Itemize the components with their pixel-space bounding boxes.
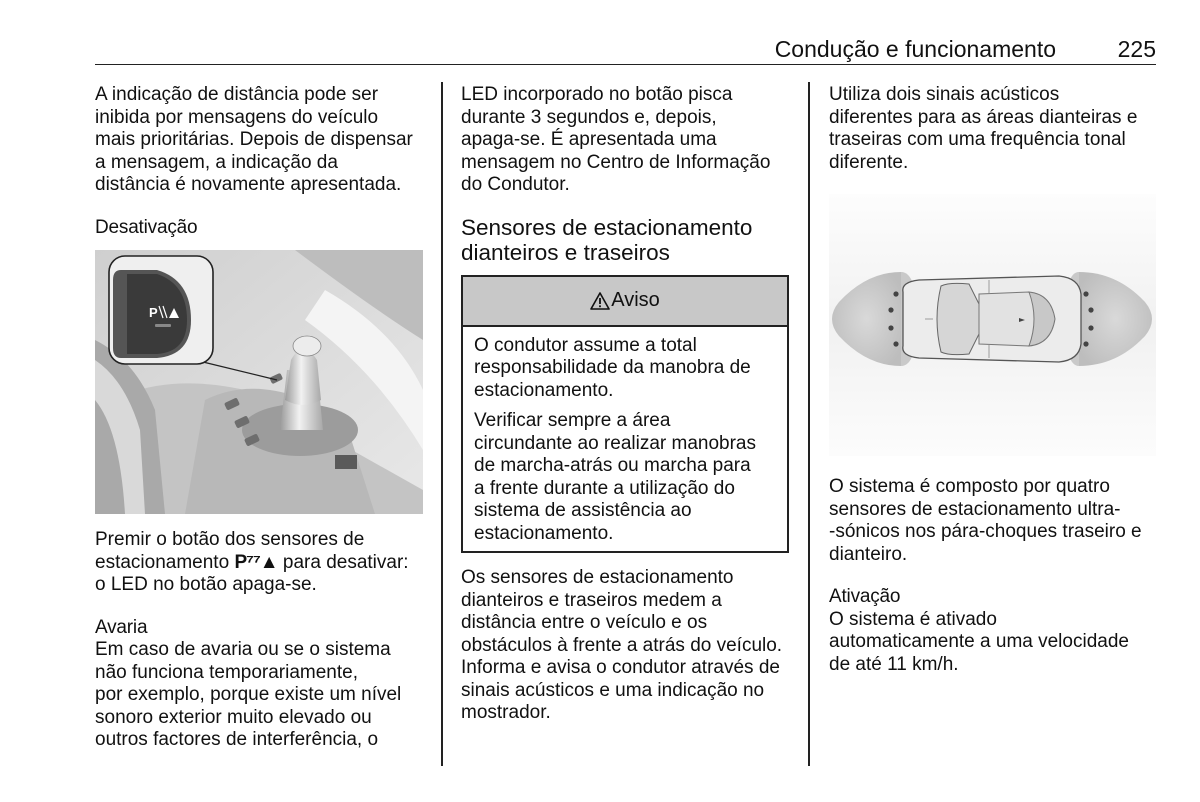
park-assist-button-icon: P⁷⁷▲	[234, 551, 278, 573]
warning-text-1: O condutor assume a total responsabilidade da manobra de estacionamento.	[474, 334, 751, 401]
column-1	[95, 84, 430, 752]
warning-triangle-icon	[590, 292, 610, 310]
led-paragraph: LED incorporado no botão pisca durante 3 segundos e, depois, apaga-se. É apresentada uma mensagem no Centro de Informação do Condutor.	[461, 84, 771, 195]
warning-title: Aviso	[611, 289, 660, 312]
svg-text:P: P	[149, 305, 158, 320]
column-3	[829, 84, 1159, 676]
gear-shift-illustration	[95, 250, 430, 514]
column-divider	[808, 82, 810, 766]
sensors-description: Os sensores de estacionamento dianteiros e traseiros medem a distância entre o veículo e os obstáculos à frente a atrás do veículo. Informa e avisa o condutor através de sinais acústicos e uma indicação no mostrador.	[461, 567, 783, 723]
page-number: 225	[1117, 36, 1156, 62]
page-header	[95, 34, 1156, 65]
deactivate-instruction: Premir o botão dos sensores de estacionamento P⁷⁷▲ para desativar: o LED no botão apaga-se.	[95, 529, 409, 595]
activation-heading: Ativação	[829, 586, 901, 607]
fault-heading: Avaria	[95, 616, 148, 638]
acoustic-paragraph: Utiliza dois sinais acústicos diferentes para as áreas dianteiras e traseiras com uma frequência tonal diferente.	[829, 84, 1138, 173]
section-title: Condução e funcionamento	[774, 36, 1056, 62]
warning-body	[463, 327, 787, 552]
deactivation-heading: Desativação	[95, 216, 198, 238]
activation-paragraph: O sistema é ativado automaticamente a uma velocidade de até 11 km/h.	[829, 608, 1129, 675]
warning-box	[461, 275, 789, 554]
parking-sensors-heading: Sensores de estacionamento dianteiros e traseiros	[461, 214, 753, 265]
warning-text-2: Verificar sempre a área circundante ao realizar manobras de marcha-atrás ou marcha para a frente durante a utilização do sistema de assistência ao estacionamento.	[474, 410, 756, 544]
warning-header	[463, 277, 787, 327]
fault-paragraph: Em caso de avaria ou se o sistema não funciona temporariamente, por exemplo, porque existe um nível sonoro exterior muito elevado ou outros factores de interferência, o	[95, 639, 402, 750]
column-divider	[441, 82, 443, 766]
system-paragraph: O sistema é composto por quatro sensores de estacionamento ultra- -sónicos nos pára-choques traseiro e dianteiro.	[829, 476, 1142, 565]
intro-paragraph: A indicação de distância pode ser inibida por mensagens do veículo mais prioritárias. Depois de dispensar a mensagem, a indicação da distância é novamente apresentada.	[95, 84, 413, 195]
column-2	[461, 84, 791, 725]
car-sensor-zones-illustration	[829, 194, 1159, 456]
